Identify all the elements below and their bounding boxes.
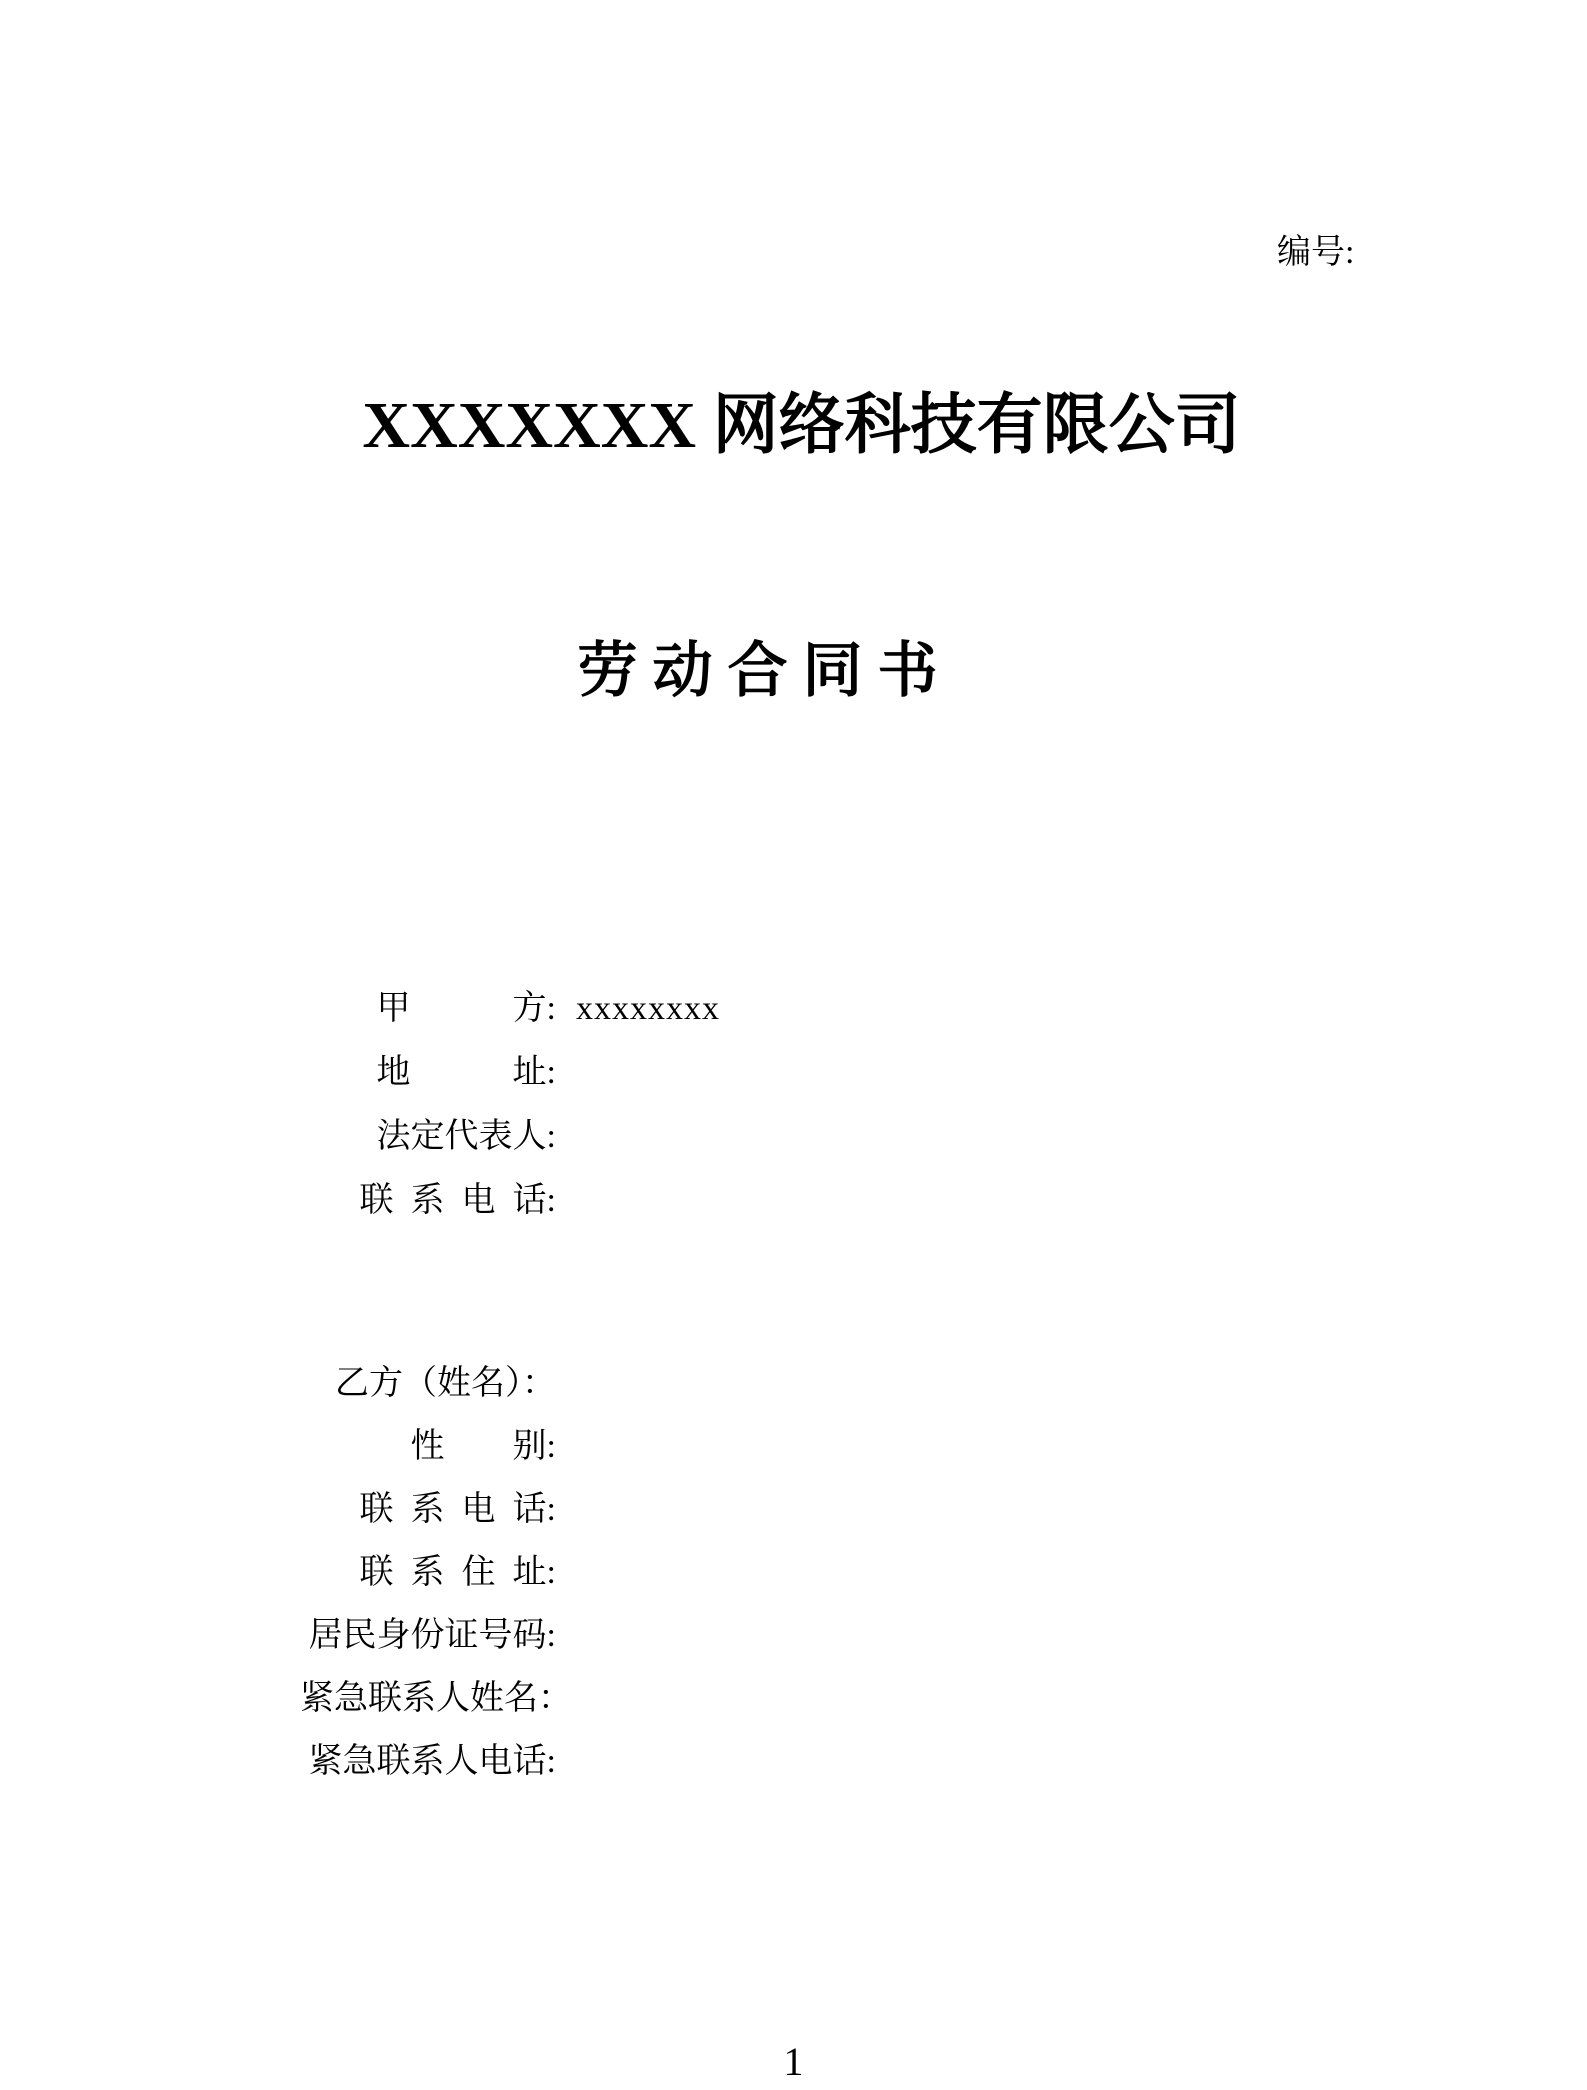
party-b-name-label: 乙方（姓名）： bbox=[335, 1365, 556, 1402]
page-footer bbox=[0, 2039, 1587, 2084]
party-a-name-label: 甲 方: bbox=[376, 990, 556, 1027]
party-b-emergency-contact-name-row bbox=[300, 1667, 576, 1730]
company-title: XXXXXXX 网络科技有限公司 bbox=[362, 389, 1241, 462]
page-number: 1 bbox=[783, 2039, 804, 2084]
party-b-gender-label: 性 别: bbox=[410, 1428, 556, 1465]
party-b-id-number-row bbox=[300, 1604, 576, 1667]
party-b-id-number-label: 居民身份证号码: bbox=[308, 1617, 556, 1654]
party-b-phone-row bbox=[300, 1478, 576, 1541]
party-b-name-row bbox=[300, 1352, 576, 1415]
party-b-address-row bbox=[300, 1541, 576, 1604]
serial-number-label: 编号: bbox=[1277, 233, 1355, 271]
party-a-legal-representative-row bbox=[300, 1105, 720, 1169]
party-b-emergency-contact-name-label: 紧急联系人姓名： bbox=[300, 1680, 572, 1717]
party-a-info-block bbox=[300, 977, 720, 1233]
document-title: 劳 动 合 同 书 bbox=[577, 638, 938, 704]
serial-number-field bbox=[1243, 192, 1354, 314]
party-a-name-row bbox=[300, 977, 720, 1041]
party-b-phone-label: 联 系 电 话: bbox=[359, 1491, 556, 1528]
party-a-name-value: xxxxxxxx bbox=[576, 990, 720, 1027]
party-a-legal-representative-label: 法定代表人: bbox=[376, 1118, 556, 1155]
party-b-emergency-contact-phone-label: 紧急联系人电话: bbox=[308, 1743, 556, 1780]
party-b-info-block bbox=[300, 1352, 576, 1793]
party-b-gender-row bbox=[300, 1415, 576, 1478]
party-a-phone-row bbox=[300, 1169, 720, 1233]
party-a-phone-label: 联 系 电 话: bbox=[359, 1182, 556, 1219]
party-a-address-label: 地 址: bbox=[376, 1054, 556, 1091]
party-b-address-label: 联 系 住 址: bbox=[359, 1554, 556, 1591]
party-a-address-row bbox=[300, 1041, 720, 1105]
party-b-emergency-contact-phone-row bbox=[300, 1730, 576, 1793]
